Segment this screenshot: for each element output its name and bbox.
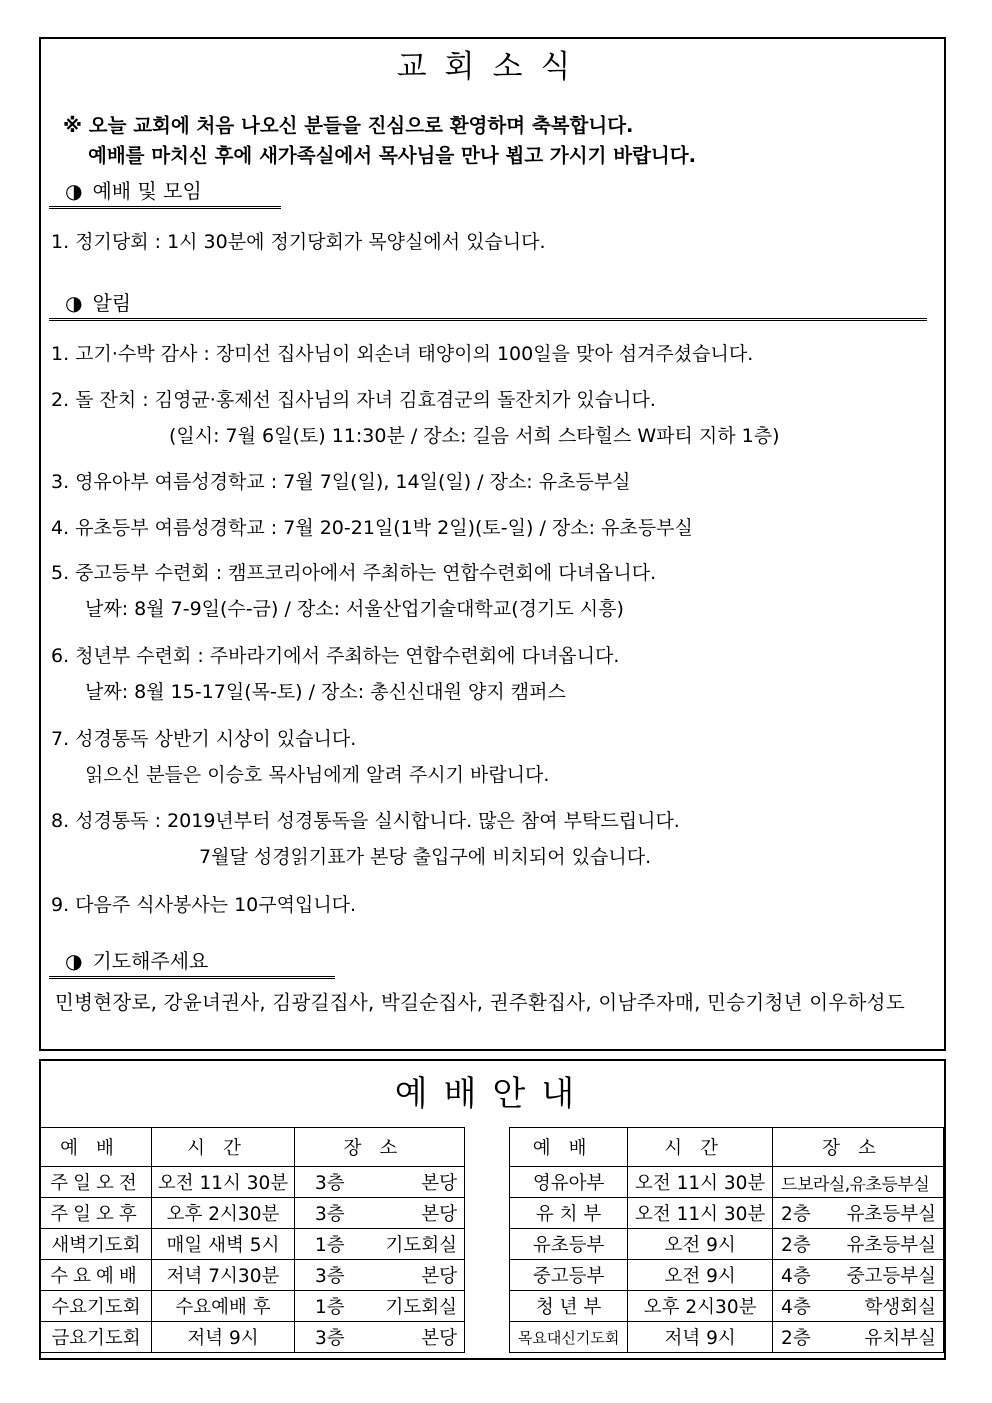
header-worship: 예배 [41, 1128, 152, 1167]
header-time: 시간 [628, 1128, 773, 1167]
notice-item-4: 4. 유초등부 여름성경학교 : 7월 20-21일(1박 2일)(토-일) / 장소: 유초등부실 [51, 517, 693, 539]
table-row: 청 년 부 오후 2시30분 4층 학생회실 [510, 1291, 944, 1322]
section-title: 기도해주세요 [92, 949, 209, 973]
header-time: 시간 [152, 1128, 295, 1167]
half-circle-icon: ◑ [65, 949, 83, 973]
table-row: 새벽기도회 매일 새벽 5시 1층 기도회실 [41, 1229, 465, 1260]
notice-item-5: 5. 중고등부 수련회 : 캠프코리아에서 주최하는 연합수련회에 다녀옵니다. 날짜: 8월 7-9일(수-금) / 장소: 서울산업기술대학교(경기도 시흥) [51, 562, 657, 620]
section-heading-notice [49, 289, 927, 321]
table-row: 유 치 부 오전 11시 30분 2층 유초등부실 [510, 1198, 944, 1229]
notice-item-1: 1. 고기·수박 감사 : 장미선 집사님이 외손녀 태양이의 100일을 맞아 섬겨주셨습니다. [51, 343, 754, 365]
church-news-box [39, 37, 946, 1051]
news-title: 교회소식 [396, 49, 589, 85]
table-row: 주일오전 오전 11시 30분 3층 본당 [41, 1167, 465, 1198]
prayer-list: 민병현장로, 강윤녀권사, 김광길집사, 박길순집사, 권주환집사, 이남주자매, 민승기청년 이우하성도 [55, 991, 905, 1014]
worship-guide-box [39, 1059, 946, 1360]
table-header-row [510, 1128, 944, 1167]
section-heading-worship [49, 177, 281, 209]
notice-item-3: 3. 영유아부 여름성경학교 : 7월 7일(일), 14일(일) / 장소: 유초등부실 [51, 471, 631, 493]
notice-item-8: 8. 성경통독 : 2019년부터 성경통독을 실시합니다. 많은 참여 부탁드립니다. 7월달 성경읽기표가 본당 출입구에 비치되어 있습니다. [51, 810, 680, 868]
half-circle-icon: ◑ [65, 179, 83, 203]
table-row: 목요대신기도회 저녁 9시 2층 유치부실 [510, 1322, 944, 1353]
table-header-row [41, 1128, 465, 1167]
section-title: 알림 [92, 291, 132, 315]
header-place: 장소 [773, 1128, 944, 1167]
schedule-table-right [509, 1127, 944, 1353]
header-worship: 예배 [510, 1128, 628, 1167]
welcome-line-1: ※ 오늘 교회에 처음 나오신 분들을 진심으로 환영하며 축복합니다. [63, 114, 634, 137]
section-heading-prayer [49, 947, 335, 979]
schedule-table-left [40, 1127, 465, 1353]
notice-item-7: 7. 성경통독 상반기 시상이 있습니다. 읽으신 분들은 이승호 목사님에게 알려 주시기 바랍니다. [51, 728, 550, 786]
welcome-message [63, 111, 696, 171]
table-row: 영유아부 오전 11시 30분 드보라실,유초등부실 [510, 1167, 944, 1198]
list-item: 1. 정기당회 : 1시 30분에 정기당회가 목양실에서 있습니다. [51, 231, 546, 253]
section-title: 예배 및 모임 [92, 179, 202, 203]
table-row: 중고등부 오전 9시 4층 중고등부실 [510, 1260, 944, 1291]
welcome-line-2: 예배를 마치신 후에 새가족실에서 목사님을 만나 뵙고 가시기 바랍니다. [88, 144, 696, 167]
header-place: 장소 [295, 1128, 465, 1167]
table-row: 주일오후 오후 2시30분 3층 본당 [41, 1198, 465, 1229]
table-row: 수요기도회 수요예배 후 1층 기도회실 [41, 1291, 465, 1322]
table-row: 금요기도회 저녁 9시 3층 본당 [41, 1322, 465, 1353]
notice-item-2: 2. 돌 잔치 : 김영균·홍제선 집사님의 자녀 김효겸군의 돌잔치가 있습니다. (일시: 7월 6일(토) 11:30분 / 장소: 길음 서희 스타힐스 W파티 지하 1층) [51, 389, 780, 447]
notice-item-6: 6. 청년부 수련회 : 주바라기에서 주최하는 연합수련회에 다녀옵니다. 날짜: 8월 15-17일(목-토) / 장소: 총신신대원 양지 캠퍼스 [51, 645, 620, 703]
table-row: 유초등부 오전 9시 2층 유초등부실 [510, 1229, 944, 1260]
half-circle-icon: ◑ [65, 291, 83, 315]
notice-item-9: 9. 다음주 식사봉사는 10구역입니다. [51, 894, 357, 916]
table-row: 수요예배 저녁 7시30분 3층 본당 [41, 1260, 465, 1291]
guide-title: 예배안내 [394, 1074, 591, 1114]
